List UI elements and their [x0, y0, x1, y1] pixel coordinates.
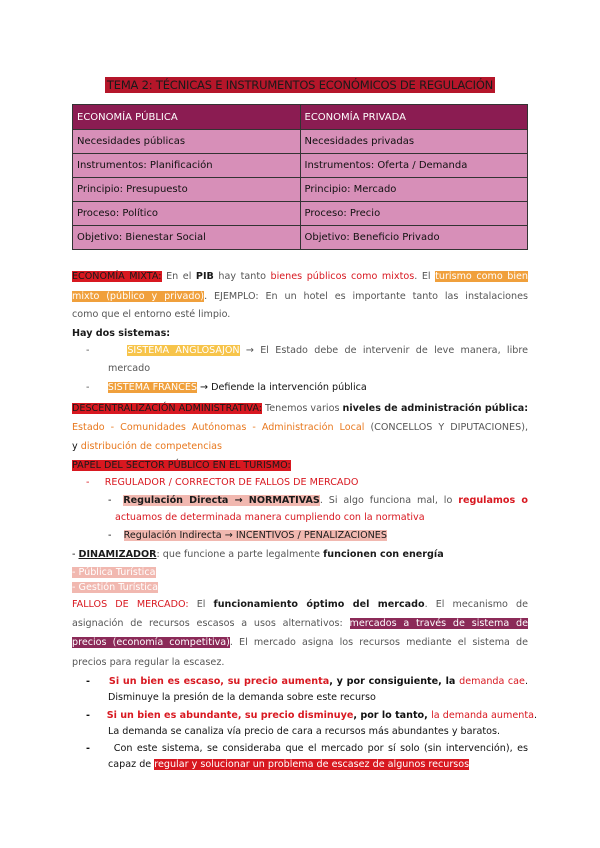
table-row	[73, 130, 528, 154]
mixta-paragraph-line-2: mixto (público y privado). EJEMPLO: En un hotel es importante tanto las instalaciones	[72, 291, 528, 302]
descentral-line-2: Estado - Comunidades Autónomas - Administración Local (CONCELLOS Y DIPUTACIONES),	[72, 422, 528, 433]
table-header-row	[73, 105, 528, 130]
descentral-line-1: DESCENTRALIZACIÓN ADMINISTRATIVA: Tenemos varios niveles de administración pública:	[72, 403, 529, 414]
table-cell: Principio: Mercado	[300, 178, 528, 202]
regulador-line: - REGULADOR / CORRECTOR DE FALLOS DE MERCADO	[86, 477, 359, 488]
sistema-anglosajon-line: - SISTEMA ANGLOSAJÓN → El Estado debe de intervenir de leve manera, libre	[86, 345, 528, 356]
descentral-label: DESCENTRALIZACIÓN ADMINISTRATIVA:	[72, 403, 262, 414]
mixta-label: ECONOMÍA MIXTA:	[72, 271, 162, 282]
regulacion-indirecta-line: - Regulación Indirecta → INCENTIVOS / PENALIZACIONES	[108, 530, 387, 541]
table-cell: Principio: Presupuesto	[73, 178, 301, 202]
fallos-bullet-2-line-2: La demanda se canaliza vía precio de cara a recursos más abundantes y baratos.	[108, 726, 501, 737]
page-title: TEMA 2: TÉCNICAS E INSTRUMENTOS ECONÓMICOS DE REGULACIÓN	[106, 78, 494, 92]
sistema-frances-line: - SISTEMA FRANCÉS → Defiende la intervención pública	[86, 382, 367, 393]
fallos-bullet-3-line-2: capaz de regular y solucionar un problema de escasez de algunos recursos	[108, 759, 470, 770]
table-cell: Necesidades privadas	[300, 130, 528, 154]
table-row	[73, 154, 528, 178]
table-row	[73, 202, 528, 226]
sistema-anglosajon-line-2: mercado	[108, 363, 151, 374]
fallos-bullet-1: - Si un bien es escaso, su precio aumenta, y por consiguiente, la demanda cae.	[86, 676, 529, 687]
table-cell: Objetivo: Bienestar Social	[73, 226, 301, 250]
fallos-bullet-3: - Con este sistema, se consideraba que el mercado por sí solo (sin intervención), es	[86, 743, 528, 754]
fallos-bullet-1-line-2: Disminuye la presión de la demanda sobre este recurso	[108, 692, 376, 703]
table-cell: Necesidades públicas	[73, 130, 301, 154]
gestion-turistica-line: - Gestión Turística	[72, 582, 158, 593]
fallos-line-2: asignación de recursos escasos a usos alternativos: mercados a través de sistema de	[72, 618, 528, 629]
dinamizador-line: - DINAMIZADOR: que funcione a parte legalmente funcionen con energía	[72, 549, 444, 560]
table-row	[73, 178, 528, 202]
regulacion-directa-line: - Regulación Directa → NORMATIVAS. Si algo funciona mal, lo regulamos o	[108, 495, 528, 506]
publica-turistica-line: - Pública Turística	[72, 567, 156, 578]
descentral-line-3: y distribución de competencias	[72, 441, 223, 452]
table-cell: Objetivo: Beneficio Privado	[300, 226, 528, 250]
table-header-cell: ECONOMÍA PRIVADA	[300, 105, 528, 130]
table-cell: Instrumentos: Oferta / Demanda	[300, 154, 528, 178]
fallos-line-4: precios para regular la escasez.	[72, 657, 225, 668]
sistema-anglosajon-label: SISTEMA ANGLOSAJÓN	[127, 345, 240, 356]
table-cell: Proceso: Político	[73, 202, 301, 226]
mixta-paragraph-line-3: como que el entorno esté limpio.	[72, 309, 231, 320]
fallos-label: FALLOS DE MERCADO:	[72, 599, 189, 610]
sistemas-heading: Hay dos sistemas:	[72, 328, 171, 339]
fallos-line-1: FALLOS DE MERCADO: El funcionamiento óptimo del mercado. El mecanismo de	[72, 599, 528, 610]
table-header-cell: ECONOMÍA PÚBLICA	[73, 105, 301, 130]
fallos-line-3: precios (economía competitiva). El mercado asigna los recursos mediante el sistema de	[72, 637, 528, 648]
economy-comparison-table	[72, 104, 528, 250]
papel-heading: PAPEL DEL SECTOR PÚBLICO EN EL TURISMO:	[72, 460, 291, 471]
fallos-bullet-2: - Si un bien es abundante, su precio disminuye, por lo tanto, la demanda aumenta.	[86, 710, 538, 721]
mixta-paragraph-line-1: ECONOMÍA MIXTA: En el PIB hay tanto bienes públicos como mixtos. El turismo como bien	[72, 271, 529, 282]
table-cell: Instrumentos: Planificación	[73, 154, 301, 178]
regulacion-directa-line-2: actuamos de determinada manera cumpliendo con la normativa	[115, 512, 425, 523]
sistema-frances-label: SISTEMA FRANCÉS	[107, 382, 197, 393]
table-cell: Proceso: Precio	[300, 202, 528, 226]
table-row	[73, 226, 528, 250]
